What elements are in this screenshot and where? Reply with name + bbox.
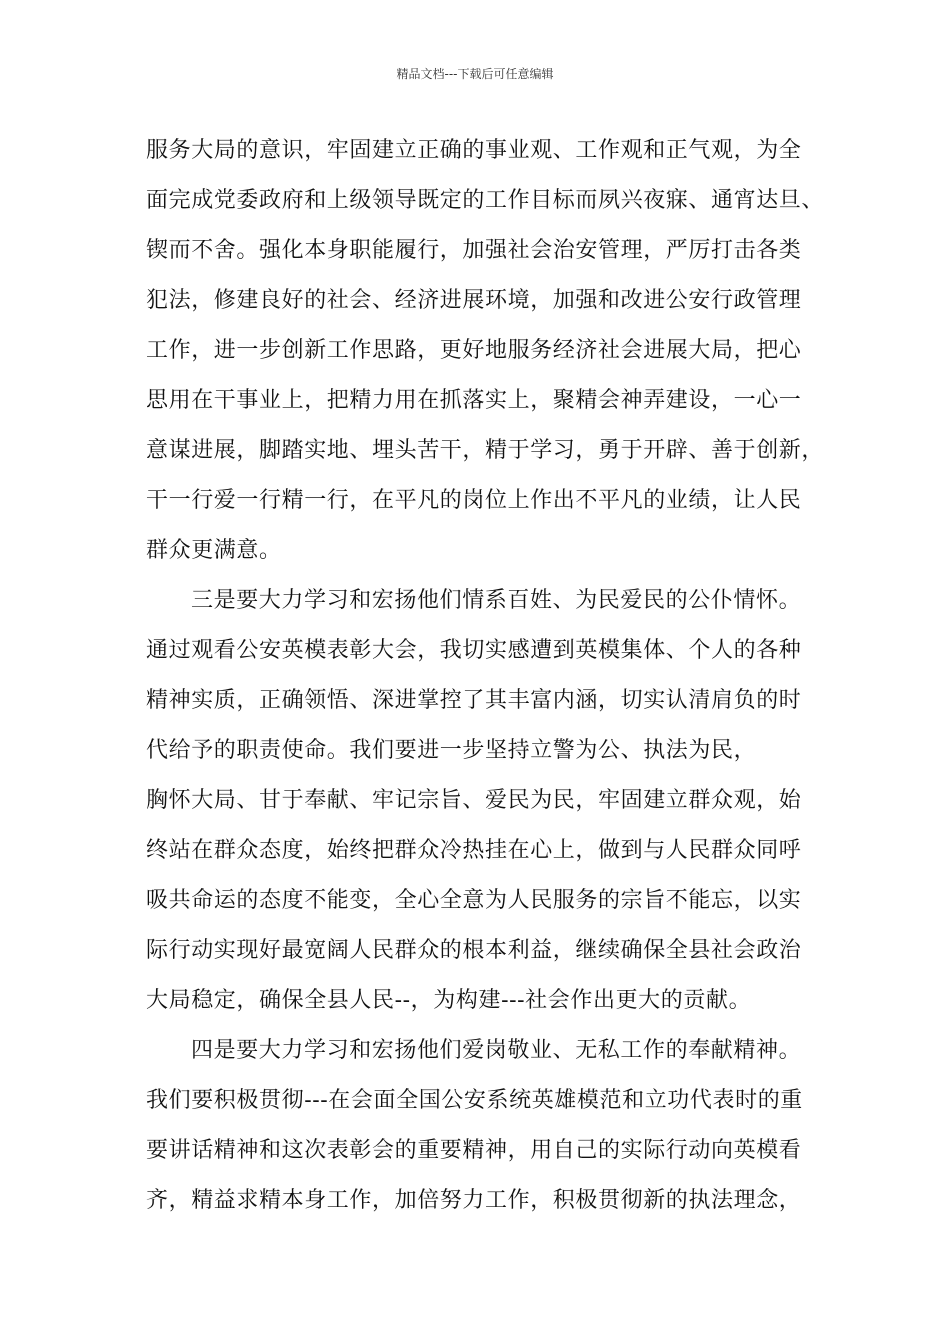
text-line: 际行动实现好最宽阔人民群众的根本利益，继续确保全县社会政治	[146, 938, 802, 963]
text-line: 齐，精益求精本身工作，加倍努力工作，积极贯彻新的执法理念，	[146, 1188, 802, 1213]
text-line: 胸怀大局、甘于奉献、牢记宗旨、爱民为民，牢固建立群众观，始	[146, 788, 802, 813]
text-line: 群众更满意。	[146, 538, 282, 563]
text-line: 思用在干事业上，把精力用在抓落实上，聚精会神弄建设，一心一	[146, 388, 802, 413]
paragraph-start-line: 三是要大力学习和宏扬他们情系百姓、为民爱民的公仆情怀。	[191, 588, 802, 613]
page-header: 精品文档---下载后可任意编辑	[396, 67, 554, 81]
text-line: 工作，进一步创新工作思路，更好地服务经济社会进展大局，把心	[146, 338, 802, 363]
text-line: 终站在群众态度，始终把群众冷热挂在心上，做到与人民群众同呼	[146, 838, 802, 863]
text-line: 精神实质，正确领悟、深进掌控了其丰富内涵，切实认清肩负的时	[146, 688, 802, 713]
text-line: 干一行爱一行精一行，在平凡的岗位上作出不平凡的业绩，让人民	[146, 488, 802, 513]
text-line: 大局稳定，确保全县人民--，为构建---社会作出更大的贡献。	[146, 988, 752, 1013]
text-line: 锲而不舍。强化本身职能履行，加强社会治安管理，严厉打击各类	[146, 238, 802, 263]
text-line: 意谋进展，脚踏实地、埋头苦干，精于学习，勇于开辟、善于创新，	[146, 438, 825, 463]
text-line: 吸共命运的态度不能变，全心全意为人民服务的宗旨不能忘，以实	[146, 888, 802, 913]
text-line: 要讲话精神和这次表彰会的重要精神，用自己的实际行动向英模看	[146, 1138, 802, 1163]
text-line: 犯法，修建良好的社会、经济进展环境，加强和改进公安行政管理	[146, 288, 802, 313]
text-line: 代给予的职责使命。我们要进一步坚持立警为公、执法为民，	[146, 738, 757, 763]
text-line: 通过观看公安英模表彰大会，我切实感遭到英模集体、个人的各种	[146, 638, 802, 663]
paragraph-start-line: 四是要大力学习和宏扬他们爱岗敬业、无私工作的奉献精神。	[191, 1038, 802, 1063]
text-line: 面完成党委政府和上级领导既定的工作目标而夙兴夜寐、通宵达旦、	[146, 188, 825, 213]
text-line: 服务大局的意识，牢固建立正确的事业观、工作观和正气观，为全	[146, 138, 802, 163]
text-line: 我们要积极贯彻---在会面全国公安系统英雄模范和立功代表时的重	[146, 1088, 803, 1113]
